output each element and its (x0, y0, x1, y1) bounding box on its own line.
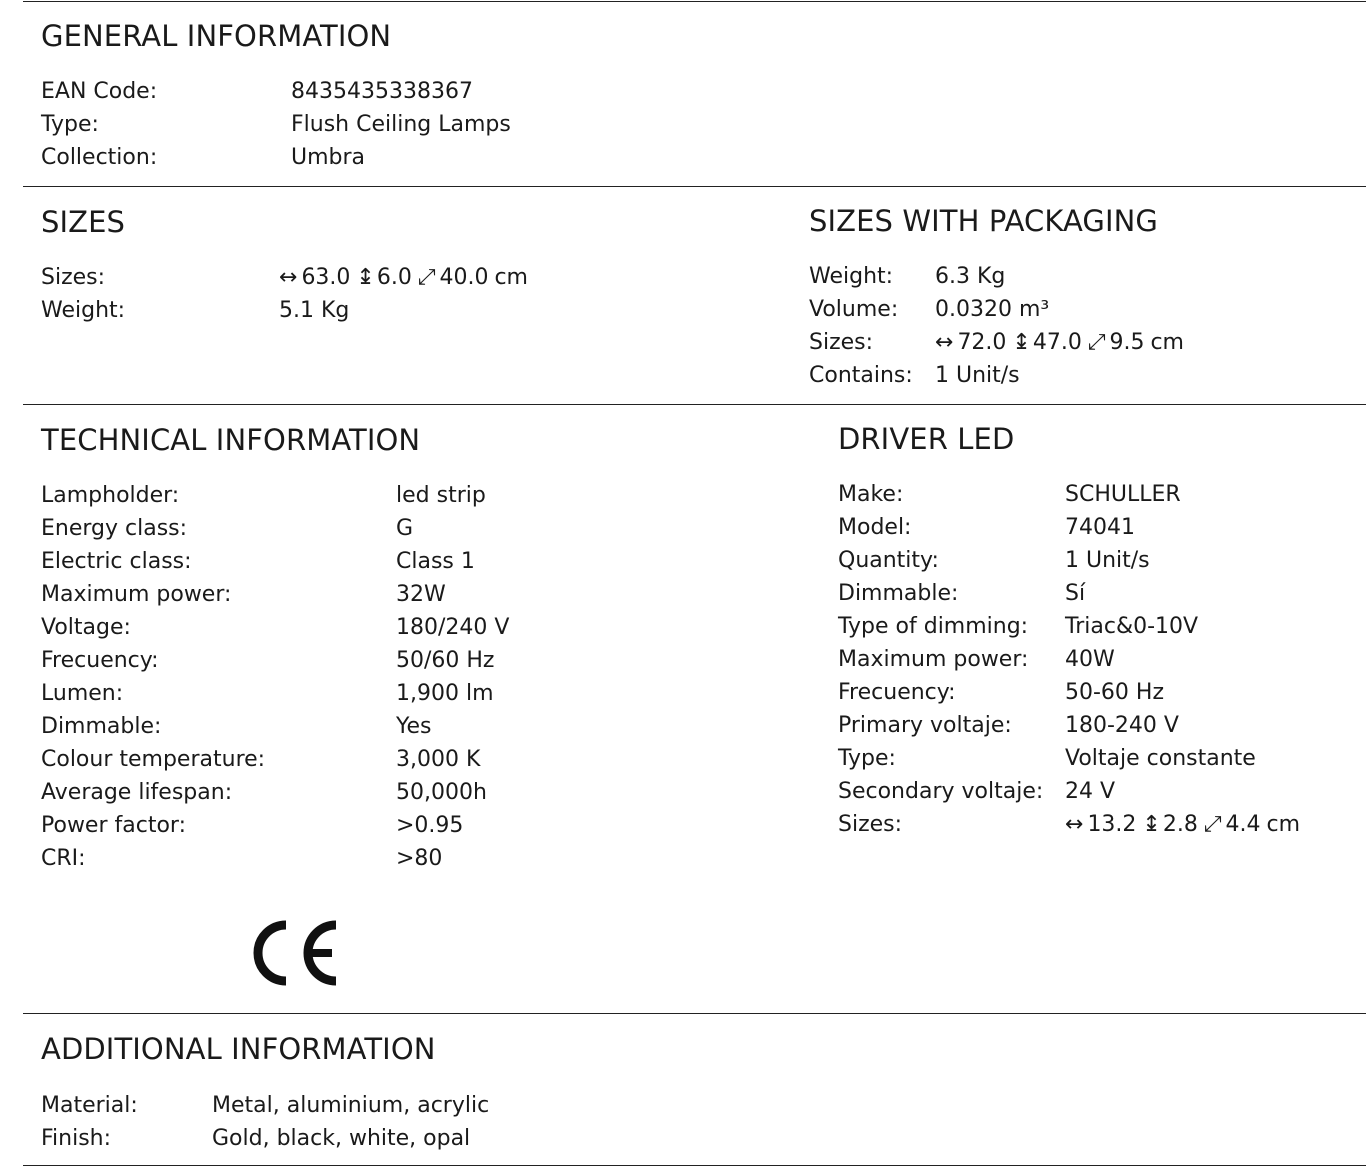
packaging-value: 6.3 Kg (935, 264, 1006, 289)
depth-value: 9.5 (1109, 330, 1145, 355)
height-value: 2.8 (1162, 812, 1198, 837)
technical-value: led strip (396, 483, 486, 508)
diagonal-arrow-icon: ⤢ (1203, 812, 1222, 837)
technical-value: 50,000h (396, 780, 487, 805)
width-value: 63.0 (301, 265, 351, 290)
packaging-label: Volume: (809, 297, 899, 322)
general-label: EAN Code: (41, 79, 158, 104)
packaging-dimensions-value (935, 326, 1184, 359)
technical-value: 50/60 Hz (396, 648, 495, 673)
height-value: 6.0 (376, 265, 412, 290)
technical-value: Yes (396, 714, 432, 739)
additional-value: Metal, aluminium, acrylic (212, 1093, 490, 1118)
divider-general (23, 186, 1366, 187)
sizes-label: Weight: (41, 298, 126, 323)
driver-value: 24 V (1065, 779, 1116, 804)
left-right-arrow-icon: ↔ (935, 330, 954, 355)
driver-value: Triac&0-10V (1065, 614, 1199, 639)
technical-value: 32W (396, 582, 446, 607)
packaging-label: Contains: (809, 363, 913, 388)
additional-value: Gold, black, white, opal (212, 1126, 471, 1151)
packaging-value: 1 Unit/s (935, 363, 1020, 388)
additional-label: Finish: (41, 1126, 112, 1151)
driver-value: Voltaje constante (1065, 746, 1256, 771)
technical-value: >0.95 (396, 813, 464, 838)
technical-value: 3,000 K (396, 747, 481, 772)
driver-label: Type: (838, 746, 896, 771)
driver-value: 50-60 Hz (1065, 680, 1165, 705)
technical-label: Dimmable: (41, 714, 162, 739)
up-down-arrow-icon: ↨ (356, 265, 375, 290)
technical-value: Class 1 (396, 549, 475, 574)
driver-value: 74041 (1065, 515, 1135, 540)
driver-label: Model: (838, 515, 912, 540)
top-divider (23, 1, 1366, 2)
technical-label: Voltage: (41, 615, 131, 640)
driver-label: Type of dimming: (838, 614, 1029, 639)
driver-label: Quantity: (838, 548, 939, 573)
general-value: 8435435338367 (291, 79, 473, 104)
technical-information-title: TECHNICAL INFORMATION (41, 423, 421, 457)
technical-label: Frecuency: (41, 648, 159, 673)
depth-value: 4.4 (1225, 812, 1261, 837)
driver-label: Maximum power: (838, 647, 1029, 672)
driver-label: Dimmable: (838, 581, 959, 606)
technical-label: Power factor: (41, 813, 186, 838)
left-right-arrow-icon: ↔ (1065, 812, 1084, 837)
driver-label: Frecuency: (838, 680, 956, 705)
technical-label: Lumen: (41, 681, 124, 706)
left-right-arrow-icon: ↔ (279, 265, 298, 290)
up-down-arrow-icon: ↨ (1142, 812, 1161, 837)
sizes-label: Sizes: (41, 265, 106, 290)
height-value: 47.0 (1032, 330, 1082, 355)
sizes-dimensions-value (279, 261, 528, 294)
technical-label: Electric class: (41, 549, 192, 574)
general-label: Collection: (41, 145, 158, 170)
driver-value: Sí (1065, 581, 1086, 606)
driver-value: 1 Unit/s (1065, 548, 1150, 573)
ce-mark-icon (244, 915, 340, 991)
sizes-value: 5.1 Kg (279, 298, 350, 323)
technical-value: >80 (396, 846, 443, 871)
technical-label: Maximum power: (41, 582, 232, 607)
driver-dimensions-value (1065, 808, 1300, 841)
additional-information-title: ADDITIONAL INFORMATION (41, 1032, 436, 1066)
technical-label: Energy class: (41, 516, 188, 541)
divider-sizes (23, 404, 1366, 405)
packaging-title: SIZES WITH PACKAGING (809, 204, 1158, 238)
additional-label: Material: (41, 1093, 138, 1118)
unit-value: cm (1150, 330, 1184, 355)
technical-value: G (396, 516, 414, 541)
driver-label: Make: (838, 482, 904, 507)
divider-technical (23, 1013, 1366, 1014)
driver-label: Sizes: (838, 812, 903, 837)
driver-value: 40W (1065, 647, 1115, 672)
unit-value: cm (1266, 812, 1300, 837)
technical-label: Average lifespan: (41, 780, 233, 805)
general-value: Flush Ceiling Lamps (291, 112, 511, 137)
width-value: 72.0 (957, 330, 1007, 355)
packaging-label: Weight: (809, 264, 894, 289)
sizes-title: SIZES (41, 205, 126, 239)
up-down-arrow-icon: ↨ (1012, 330, 1031, 355)
technical-label: Lampholder: (41, 483, 180, 508)
packaging-value: 0.0320 m³ (935, 297, 1050, 322)
technical-label: CRI: (41, 846, 86, 871)
diagonal-arrow-icon: ⤢ (1087, 330, 1106, 355)
technical-value: 180/240 V (396, 615, 510, 640)
driver-label: Primary voltaje: (838, 713, 1012, 738)
packaging-label: Sizes: (809, 330, 874, 355)
width-value: 13.2 (1087, 812, 1137, 837)
technical-value: 1,900 lm (396, 681, 494, 706)
diagonal-arrow-icon: ⤢ (417, 265, 436, 290)
general-value: Umbra (291, 145, 366, 170)
depth-value: 40.0 (439, 265, 489, 290)
general-label: Type: (41, 112, 99, 137)
driver-led-title: DRIVER LED (838, 422, 1015, 456)
driver-value: SCHULLER (1065, 482, 1181, 507)
driver-label: Secondary voltaje: (838, 779, 1044, 804)
driver-value: 180-240 V (1065, 713, 1179, 738)
unit-value: cm (494, 265, 528, 290)
divider-bottom (23, 1165, 1366, 1166)
general-information-title: GENERAL INFORMATION (41, 19, 392, 53)
technical-label: Colour temperature: (41, 747, 266, 772)
